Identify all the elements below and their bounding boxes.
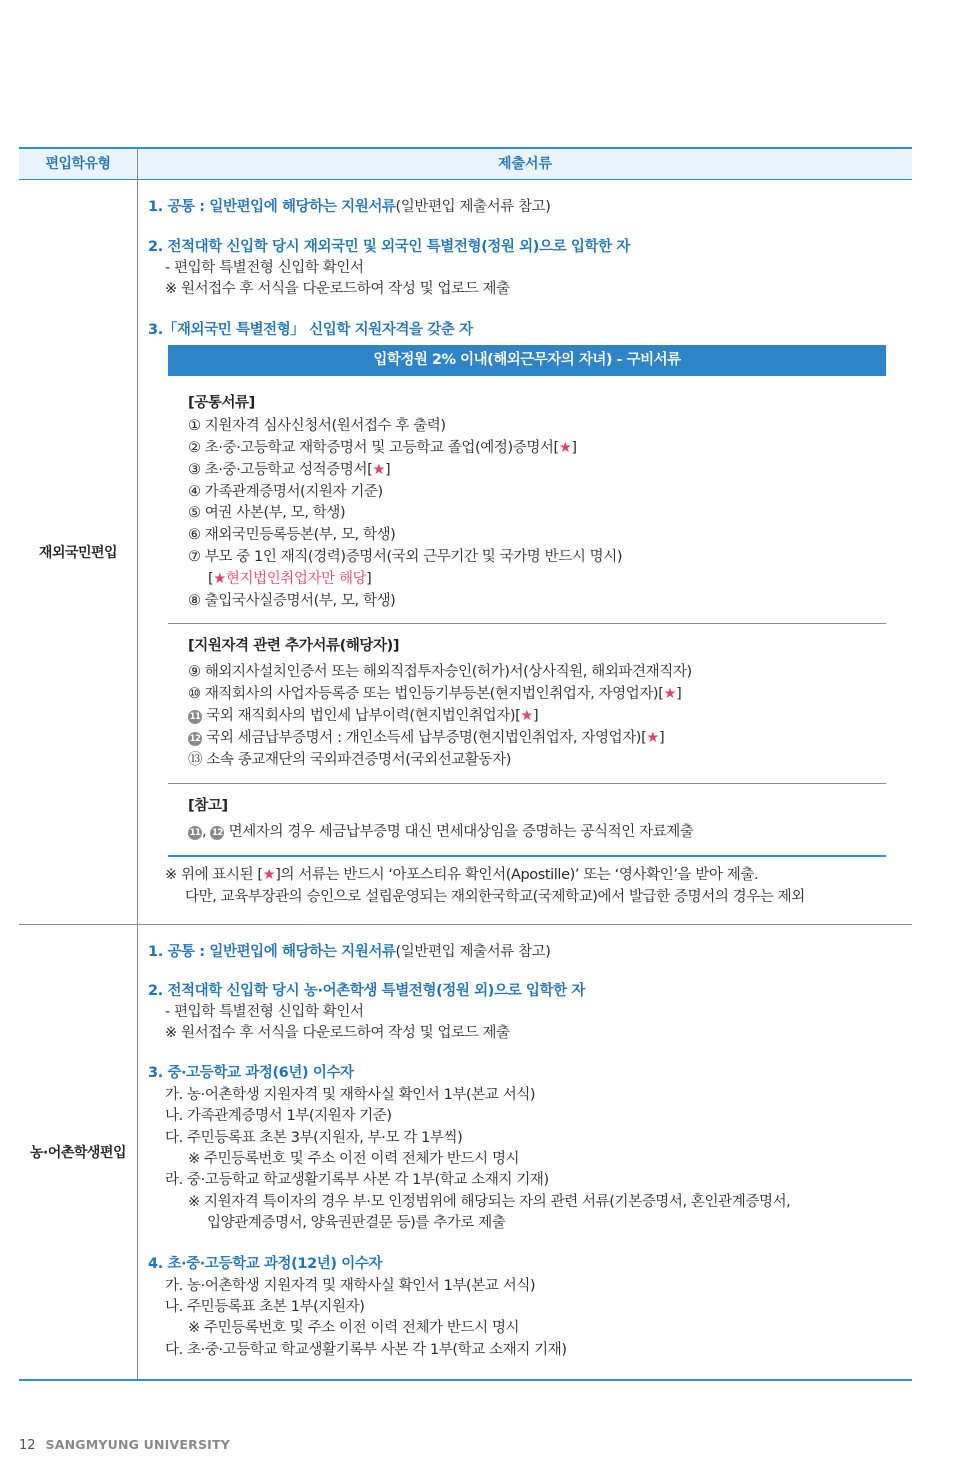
table-row xyxy=(19,180,912,925)
row-content xyxy=(137,925,912,1379)
circled-number-icon: 12 xyxy=(189,734,201,744)
table-row xyxy=(19,925,912,1381)
list-item-note: [★현지법인취업자만 해당] xyxy=(208,571,372,587)
list-item: ※ 원서접수 후 서식을 다운로드하여 작성 및 업로드 제출 xyxy=(165,1025,510,1041)
star-icon: ★ xyxy=(372,462,385,478)
page-number: 12 xyxy=(19,1438,36,1453)
quota-banner: 입학정원 2% 이내(해외근무자의 자녀) - 구비서류 xyxy=(168,345,886,376)
row-label: 재외국민편입 xyxy=(38,545,118,561)
star-icon: ★ xyxy=(520,708,533,724)
star-marker: [★] xyxy=(553,440,577,456)
star-marker: [★] xyxy=(658,686,682,702)
circled-number-icon: 11 xyxy=(189,712,201,722)
list-item xyxy=(188,685,681,703)
reference-line: 11 , 12 면세자의 경우 세금납부증명 대신 면세대상임을 증명하는 공식적인 자료제출 xyxy=(189,824,694,840)
star-marker: [★] xyxy=(367,462,391,478)
section-3-title: 3. 중·고등학교 과정(6년) 이수자 xyxy=(148,1065,354,1081)
list-item-note: ※ 지원자격 특이자의 경우 부·모 인정범위에 해당되는 자의 관련 서류(기본증명서, 혼인관계증명서, xyxy=(188,1194,791,1210)
list-item-note: ※ 주민등록번호 및 주소 이전 이력 전체가 반드시 명시 xyxy=(188,1320,520,1336)
section-title: 1. 공통 : 일반편입에 해당하는 지원서류 xyxy=(148,199,396,215)
header-documents: 제출서류 xyxy=(137,149,912,180)
star-icon: ★ xyxy=(646,730,659,746)
list-item: ⑧ 출입국사실증명서(부, 모, 학생) xyxy=(188,593,396,609)
divider xyxy=(168,623,886,624)
list-number: ⑨ xyxy=(188,664,201,680)
list-item-text: 국외 세금납부증명서 : 개인소득세 납부증명(현지법인취업자, 자영업자) xyxy=(202,730,642,746)
section-1 xyxy=(148,943,551,961)
section-2-title: 2. 전적대학 신입학 당시 농·어촌학생 특별전형(정원 외)으로 입학한 자 xyxy=(148,983,585,999)
page-footer xyxy=(19,1437,230,1453)
list-item xyxy=(188,751,511,769)
divider xyxy=(168,783,886,784)
list-item-text: 재직회사의 사업자등록증 또는 법인등기부등본(현지법인취업자, 자영업자) xyxy=(200,686,659,702)
list-item: - 편입학 특별전형 신입학 확인서 xyxy=(165,1004,364,1020)
list-item: ※ 원서접수 후 서식을 다운로드하여 작성 및 업로드 제출 xyxy=(165,281,510,297)
list-number: ⑩ xyxy=(188,686,201,702)
row-content xyxy=(137,180,912,924)
list-item xyxy=(188,729,664,747)
list-line xyxy=(188,461,390,479)
list-item-text: 국외 재직회사의 법인세 납부이력(현지법인취업자) xyxy=(202,708,516,724)
list-item: 가. 농·어촌학생 지원자격 및 재학사실 확인서 1부(본교 서식) xyxy=(165,1087,536,1103)
divider xyxy=(168,855,886,857)
table-header xyxy=(19,147,912,180)
section-title: 1. 공통 : 일반편입에 해당하는 지원서류 xyxy=(148,944,396,960)
circled-number-icon: 12 xyxy=(212,828,223,838)
list-item: ② 초·중·고등학교 재학증명서 및 고등학교 졸업(예정)증명서 xyxy=(188,440,554,456)
list-item xyxy=(188,707,538,725)
list-line xyxy=(188,439,577,457)
list-item-note: ※ 주민등록번호 및 주소 이전 이력 전체가 반드시 명시 xyxy=(188,1151,520,1167)
common-docs-heading: [공통서류] xyxy=(188,395,255,411)
list-item-text: 해외지사설치인증서 또는 해외직접투자승인(허가)서(상사직원, 해외파견재직자) xyxy=(200,664,692,680)
star-icon: ★ xyxy=(262,867,276,883)
list-item-text: 소속 종교재단의 국외파견증명서(국외선교활동자) xyxy=(202,752,511,768)
list-item-note: 입양관계증명서, 양육권판결문 등)를 추가로 제출 xyxy=(207,1215,506,1231)
list-item: 나. 주민등록표 초본 1부(지원자) xyxy=(165,1299,365,1315)
university-name: SANGMYUNG UNIVERSITY xyxy=(45,1437,230,1452)
list-item: 나. 가족관계증명서 1부(지원자 기준) xyxy=(165,1108,392,1124)
star-icon: ★ xyxy=(213,571,226,587)
list-item: ⑥ 재외국민등록등본(부, 모, 학생) xyxy=(188,527,396,543)
reference-heading: [참고] xyxy=(188,798,228,814)
list-item: ⑤ 여권 사본(부, 모, 학생) xyxy=(188,505,346,521)
section-1 xyxy=(148,198,551,216)
star-marker: [★] xyxy=(515,708,539,724)
list-item xyxy=(188,663,692,681)
exception-note: 다만, 교육부장관의 승인으로 설립운영되는 재외한국학교(국제학교)에서 발급한 증명서의 경우는 제외 xyxy=(185,889,805,905)
extra-docs-heading: [지원자격 관련 추가서류(해당자)] xyxy=(188,638,400,654)
list-item: ⑦ 부모 중 1인 재직(경력)증명서(국외 근무기간 및 국가명 반드시 명시) xyxy=(188,549,623,565)
star-marker: [★] xyxy=(641,730,665,746)
submission-documents-table xyxy=(19,147,912,1358)
section-3-title: 3.「재외국민 특별전형」 신입학 지원자격을 갖춘 자 xyxy=(148,322,473,338)
list-item: ① 지원자격 심사신청서(원서접수 후 출력) xyxy=(188,418,446,434)
section-4-title: 4. 초·중·고등학교 과정(12년) 이수자 xyxy=(148,1256,383,1272)
list-item: 다. 주민등록표 초본 3부(지원자, 부·모 각 1부씩) xyxy=(165,1130,463,1146)
row-label: 농·어촌학생편입 xyxy=(30,1145,126,1161)
list-item: 라. 중·고등학교 학교생활기록부 사본 각 1부(학교 소재지 기재) xyxy=(165,1172,549,1188)
circled-number-icon: 11 xyxy=(189,828,201,838)
list-number: ⑬ xyxy=(188,752,203,768)
star-icon: ★ xyxy=(558,440,572,456)
list-item: ④ 가족관계증명서(지원자 기준) xyxy=(188,484,383,500)
apostille-note: ※ 위에 표시된 [★]의 서류는 반드시 ‘아포스티유 확인서(Apostille)’ 또는 ‘영사확인’을 받아 제출. xyxy=(165,867,759,883)
list-item: - 편입학 특별전형 신입학 확인서 xyxy=(165,260,364,276)
section-2-title: 2. 전적대학 신입학 당시 재외국민 및 외국인 특별전형(정원 외)으로 입학한 자 xyxy=(148,239,630,255)
list-item: 가. 농·어촌학생 지원자격 및 재학사실 확인서 1부(본교 서식) xyxy=(165,1278,536,1294)
section-note: (일반편입 제출서류 참고) xyxy=(395,944,551,960)
header-type: 편입학유형 xyxy=(45,156,111,172)
list-item: ③ 초·중·고등학교 성적증명서 xyxy=(188,462,368,478)
section-note: (일반편입 제출서류 참고) xyxy=(395,199,551,215)
list-item: 다. 초·중·고등학교 학교생활기록부 사본 각 1부(학교 소재지 기재) xyxy=(165,1342,567,1358)
star-icon: ★ xyxy=(663,686,677,702)
